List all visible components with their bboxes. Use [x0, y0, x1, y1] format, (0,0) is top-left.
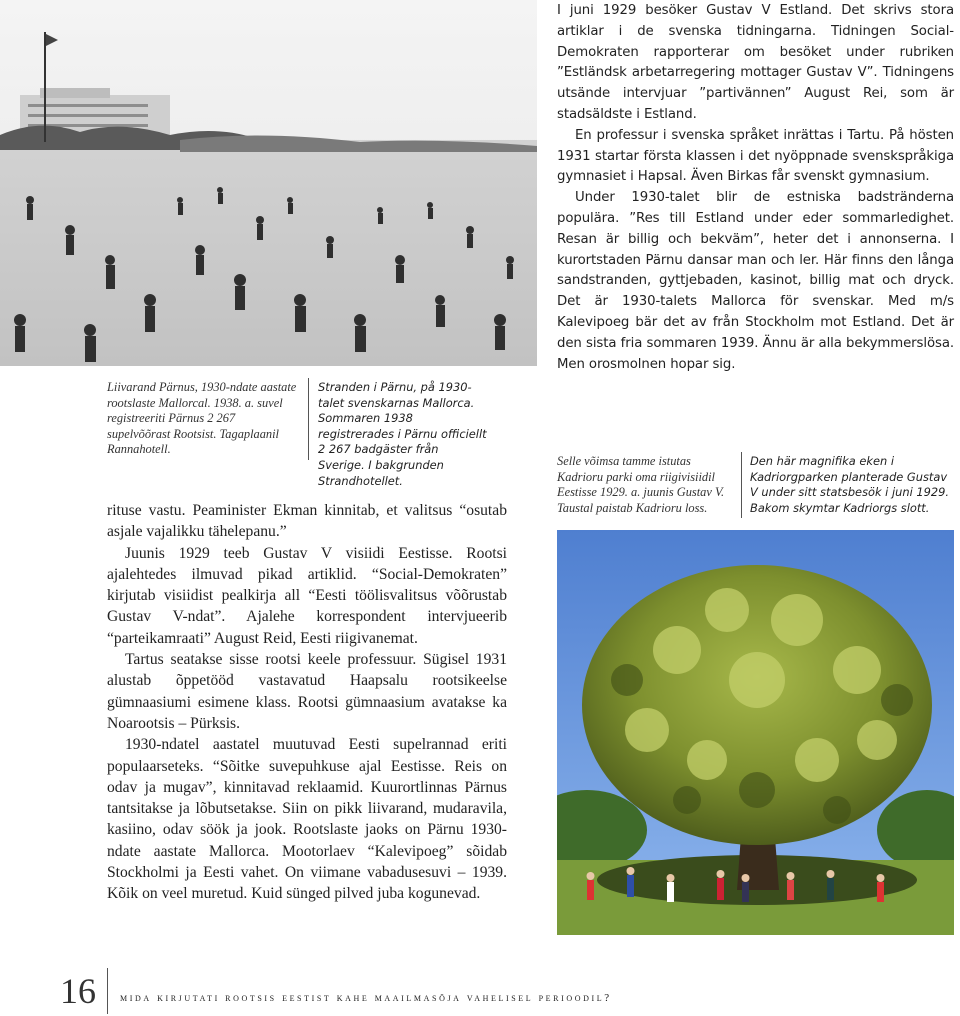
beach-photo	[0, 0, 537, 366]
beach-photo-illustration	[0, 0, 537, 366]
sv-paragraph-3: Under 1930-talet blir de estniska badstränderna populära. ”Res till Estland under eder sommarledighet. Resan är billig och bekväm”, heter det i annonserna. I kurortstaden Pärnu dansar man och ler. Här finns den långa sandstranden, gyttjebaden, kasinot, billig mat och dryck. Det är 1930-talets Mallorca för svenskar. Med m/s Kalevipoeg bär det av från Stockholm mot Estland. Det är den sista fria sommaren 1939. Ännu är alla bekymmerslösa. Men orosmolnen hopar sig.	[557, 190, 954, 372]
oak-caption-divider	[741, 452, 742, 518]
page-number: 16	[60, 971, 96, 1011]
beach-caption-et: Liivarand Pärnus, 1930-ndate aastate rootslaste Mallorcal. 1938. a. suvel registreeriti Pärnus 2 267 supelvõõrast Rootsist. Tagaplaanil Rannahotell.	[107, 380, 297, 457]
et-paragraph-2: Juunis 1929 teeb Gustav V visiidi Eestisse. Rootsi ajalehtedes ilmuvad pikad artiklid. “Social-Demokraten” kirjutab visiidist pealkirja all “Eesti töölisvalitsus võõrustab Gustav V-ndat”. Ajalehe korrespondent intervjueerib “parteikamraati” August Reid, Eesti riigivanemat.	[107, 544, 507, 647]
caption-divider	[308, 378, 309, 460]
oak-tree-photo	[557, 530, 954, 935]
et-paragraph-1: rituse vastu. Peaminister Ekman kinnitab, et valitsus “osutab asjale vajalikku tähelepanu.”	[107, 502, 507, 541]
et-paragraph-3: Tartus seatakse sisse rootsi keele professuur. Sügisel 1931 alustab õppetööd vastavatud Haapsalu rootsikeelse gümnaasiumi esimene klass. Rootsi gümnaasium avatakse ka Noarootsis – Pürksis.	[107, 651, 507, 732]
beach-caption-sv: Stranden i Pärnu, på 1930-talet svenskarnas Mallorca. Sommaren 1938 registrerades i Pärnu officiellt 2 267 badgäster från Sverige. I bakgrunden Strandhotellet.	[318, 380, 487, 488]
et-paragraph-4: 1930-ndatel aastatel muutuvad Eesti supelrannad eriti populaarseteks. “Sõitke suvepuhkuse ajal Eestisse. Reis on odav ja mugav”, kinnitavad reklaamid. Kuurortlinnas Pärnus tantsitakse ja lõbutsetakse. Siin on pikk liivarand, mudaravila, kasiino, odav söök ja jook. Rootslaste jaoks on Pärnu 1930-ndate aastate Mallorca. Mootorlaev “Kalevipoeg” sõidab Stockholmi ja Eesti vahet. On viimane vabadusesuvi – 1939. Kõik on veel muretud. Kuid sünged pilved juba kogunevad.	[107, 736, 507, 903]
estonian-body-text	[107, 500, 507, 905]
oak-tree-illustration	[557, 530, 954, 935]
footer-divider	[107, 968, 108, 1014]
sv-paragraph-2: En professur i svenska språket inrättas i Tartu. På hösten 1931 startar första klassen i det nyöppnade svenskspråkiga gymnasiet i Hapsal. Även Birkas får svenskt gymnasium.	[557, 127, 954, 185]
oak-caption-et: Selle võimsa tamme istutas Kadrioru parki oma riigivisiidil Eestisse 1929. a. juunis Gustav V. Taustal paistab Kadrioru loss.	[557, 454, 725, 515]
sv-paragraph-1: I juni 1929 besöker Gustav V Estland. Det skrivs stora artiklar i de svenska tidningarna. Tidningen Social-Demokraten rapporterar om besöket under rubriken ”Estländsk arbetarregering mottager Gustav V”. Tidningens utsände intervjuar ”partivännen” August Rei, som är stadsäldste i Estland.	[557, 3, 954, 122]
oak-caption-sv: Den här magnifika eken i Kadriorgparken planterade Gustav V under sitt statsbesök i juni 1929. Bakom skymtar Kadriorgs slott.	[750, 454, 949, 515]
footer-title: mida kirjutati rootsis eestist kahe maailmasõja vahelisel perioodil?	[120, 992, 612, 1004]
swedish-body-text	[557, 1, 954, 375]
